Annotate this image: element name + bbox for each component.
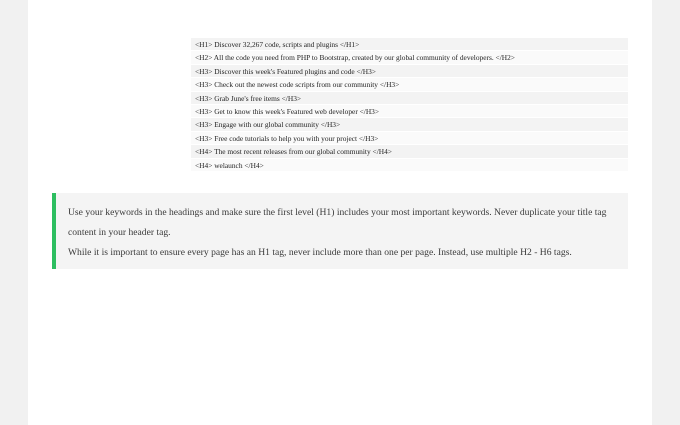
tip-paragraph-h1-rule: While it is important to ensure every page has an H1 tag, never include more than one per page. Instead, use multiple H2 - H6 tags. [68,247,572,258]
heading-tag-list [191,38,628,172]
heading-row-h4: <H4> The most recent releases from our global community </H4> [191,145,628,158]
heading-row-h3: <H3> Grab June's free items </H3> [191,92,628,105]
heading-row-h3: <H3> Discover this week's Featured plugins and code </H3> [191,65,628,78]
heading-row-h3: <H3> Check out the newest code scripts from our community </H3> [191,78,628,91]
content-page [28,0,652,425]
heading-row-h4: <H4> welaunch </H4> [191,159,628,172]
seo-tip-callout [52,193,628,269]
heading-row-h3: <H3> Engage with our global community </H3> [191,118,628,131]
tip-paragraph-keywords: Use your keywords in the headings and make sure the first level (H1) includes your most important keywords. Never duplicate your title tag content in your header tag. [68,207,607,238]
heading-row-h3: <H3> Get to know this week's Featured web developer </H3> [191,105,628,118]
heading-row-h2: <H2> All the code you need from PHP to Bootstrap, created by our global community of developers. </H2> [191,51,628,64]
heading-row-h3: <H3> Free code tutorials to help you with your project </H3> [191,132,628,145]
heading-row-h1: <H1> Discover 32,267 code, scripts and plugins </H1> [191,38,628,51]
